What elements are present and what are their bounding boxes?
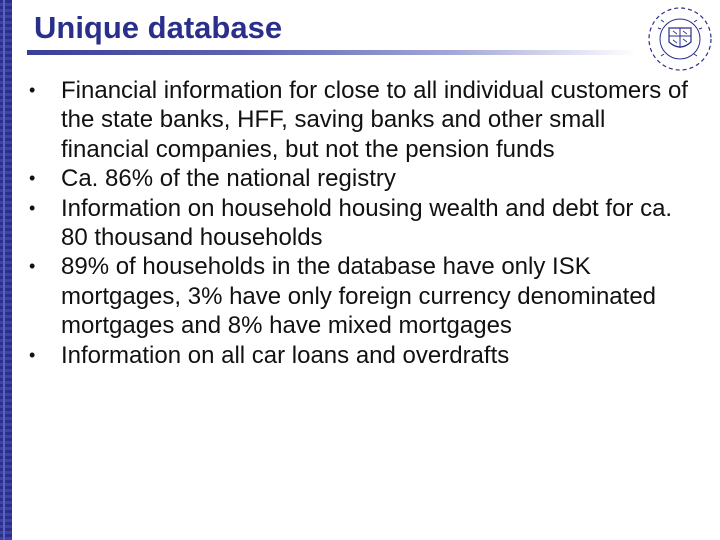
slide-title: Unique database [34,10,283,45]
bullet-marker: • [29,168,36,189]
bullet-text: Information on all car loans and overdrafts [61,341,510,369]
bullet-text: 89% of households in the database have only ISK mortgages, 3% have only foreign currency denominated mortgages and 8% have mixed mortgages [61,253,657,340]
bullet-item [29,164,699,193]
bullet-item [29,76,699,164]
bullet-marker: • [29,197,36,218]
bullet-text: Information on household housing wealth and debt for ca. 80 thousand households [61,194,673,252]
central-bank-seal-icon [647,6,713,72]
bullet-list [29,76,699,370]
bullet-marker: • [29,344,36,365]
bullet-item [29,194,699,253]
bullet-text: Financial information for close to all individual customers of the state banks, HFF, saving banks and other small financial companies, but not the pension funds [61,77,688,163]
title-underline [27,50,637,55]
bullet-text: Ca. 86% of the national registry [61,165,396,193]
bullet-item [29,252,699,340]
slide-left-border [0,0,12,540]
bullet-marker: • [29,256,36,277]
bullet-item [29,341,699,370]
bullet-marker: • [29,80,36,100]
